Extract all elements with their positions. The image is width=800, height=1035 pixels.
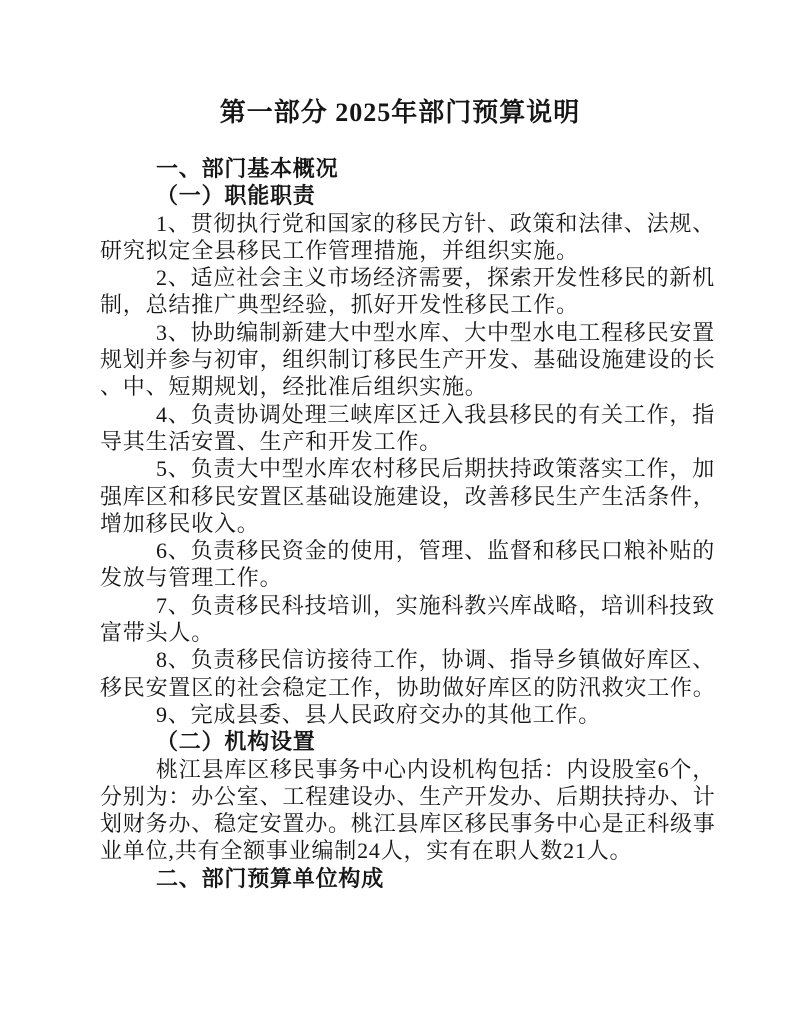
text-line: 8、负责移民信访接待工作，协调、指导乡镇做好库区、 bbox=[156, 647, 716, 673]
text-line: 制，总结推广典型经验，抓好开发性移民工作。 bbox=[100, 292, 579, 318]
document-title: 第一部分 2025年部门预算说明 bbox=[219, 98, 581, 127]
text-line: 2、适应社会主义市场经济需要，探索开发性移民的新机 bbox=[156, 265, 716, 291]
text-line: 6、负责移民资金的使用，管理、监督和移民口粮补贴的 bbox=[156, 538, 716, 564]
heading-line: 一、部门基本概况 bbox=[156, 156, 339, 181]
text-line: 1、贯彻执行党和国家的移民方针、政策和法律、法规、 bbox=[156, 210, 716, 236]
text-line: 划财务办、稳定安置办。桃江县库区移民事务中心是正科级事 bbox=[100, 811, 716, 837]
heading-line: 二、部门预算单位构成 bbox=[156, 865, 385, 891]
text-line: 业单位,共有全额事业编制24人，实有在职人数21人。 bbox=[100, 838, 633, 864]
heading-line: （一）职能职责 bbox=[156, 183, 316, 209]
text-line: 4、负责协调处理三峡库区迁入我县移民的有关工作，指 bbox=[156, 401, 716, 427]
text-line: 强库区和移民安置区基础设施建设，改善移民生产生活条件， bbox=[100, 483, 716, 509]
text-line: 移民安置区的社会稳定工作，协助做好库区的防汛救灾工作。 bbox=[100, 674, 716, 700]
text-line: 增加移民收入。 bbox=[100, 510, 260, 536]
text-line: 7、负责移民科技培训，实施科教兴库战略，培训科技致 bbox=[156, 592, 716, 618]
text-line: 9、完成县委、县人民政府交办的其他工作。 bbox=[156, 701, 602, 727]
text-line: 研究拟定全县移民工作管理措施，并组织实施。 bbox=[100, 237, 579, 263]
text-line: 3、协助编制新建大中型水库、大中型水电工程移民安置 bbox=[156, 319, 716, 345]
text-line: 导其生活安置、生产和开发工作。 bbox=[100, 428, 443, 454]
text-line: 桃江县库区移民事务中心内设机构包括：内设股室6个， bbox=[156, 756, 716, 782]
text-line: 规划并参与初审，组织制订移民生产开发、基础设施建设的长 bbox=[100, 347, 716, 373]
text-line: 富带头人。 bbox=[100, 620, 215, 646]
document-lines bbox=[100, 155, 716, 892]
text-line: 分别为：办公室、工程建设办、生产开发办、后期扶持办、计 bbox=[100, 783, 716, 809]
heading-line: （二）机构设置 bbox=[156, 729, 316, 755]
text-line: 5、负责大中型水库农村移民后期扶持政策落实工作，加 bbox=[156, 456, 716, 482]
text-line: 发放与管理工作。 bbox=[100, 565, 283, 591]
text-line: 、中、短期规划，经批准后组织实施。 bbox=[100, 374, 488, 400]
